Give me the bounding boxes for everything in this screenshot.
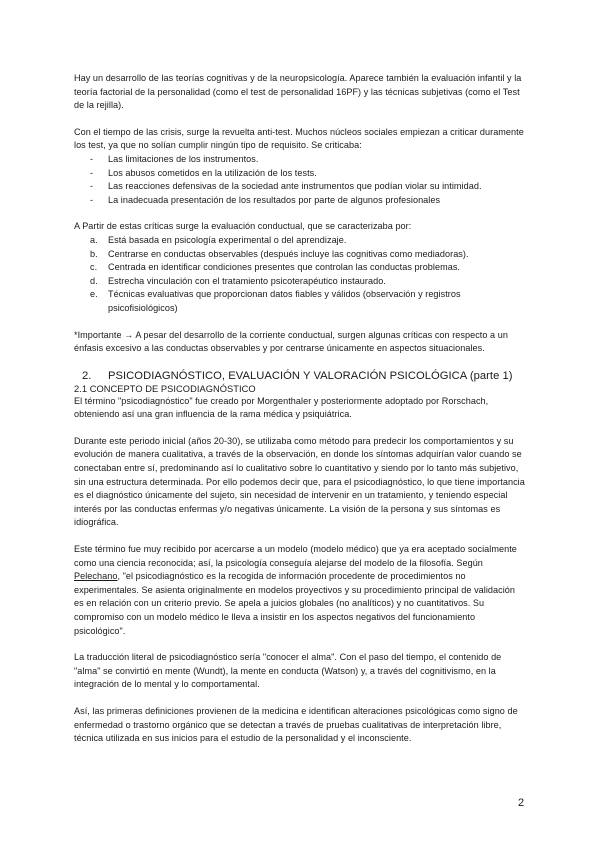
paragraph-behavioral-assessment: A Partir de estas críticas surge la evaluación conductual, que se caracterizaba por:: [74, 221, 412, 232]
list-item: - Las limitaciones de los instrumentos.: [74, 153, 526, 167]
paragraph-translation: La traducción literal de psicodiagnóstico sería "conocer el alma". Con el paso del tiempo, el contenido de "alma" se convirtió en mente (Wundt), la mente en conducta (Watson) y, a través del cognitivismo, en la integración de lo mental y lo comportamental.: [74, 652, 502, 690]
dash-marker: -: [90, 194, 94, 205]
paragraph-medical-model: Este término fue muy recibido por acercarse a un modelo (modelo médico) que ya era aceptado socialmente como una ciencia reconocida; así, la psicología conseguía alejarse del modelo de la filosofía. Según Pelechano, "el psicodiagnóstico es la recogida de información procedente de procedimientos no experimentales. Se asienta originalmente en modelos proyectivos y su procedimiento principal de validación es en relación con un criterio previo. Se apela a juicios globales (no analíticos) y no cuantitativos. Su compromiso con un modelo médico le lleva a insistir en los aspectos negativos del funcionamiento psicológico".: [74, 544, 517, 636]
list-item: d. Estrecha vinculación con el tratamiento psicoterapéutico instaurado.: [90, 275, 386, 286]
list-item: c. Centrada en identificar condiciones presentes que controlan las conductas problemas.: [90, 262, 460, 273]
list-item: - La inadecuada presentación de los resultados por parte de algunos profesionales: [74, 194, 526, 208]
paragraph-cognitive-theories: Hay un desarrollo de las teorías cognitivas y de la neuropsicología. Aparece también la evaluación infantil y la teoría factorial de la personalidad (como el test de personalidad 16PF) y las técnicas subjetivas (como el Test de la rejilla).: [74, 73, 522, 111]
section-title: PSICODIAGNÓSTICO, EVALUACIÓN Y VALORACIÓN PSICOLÓGICA (parte 1): [108, 369, 513, 382]
dash-marker: -: [90, 181, 94, 192]
list-item: a. Está basada en psicología experimental o del aprendizaje.: [90, 234, 347, 245]
dash-marker: -: [90, 153, 94, 164]
features-list: [74, 234, 526, 316]
page-number: 2: [518, 797, 525, 809]
section-heading: [74, 369, 526, 383]
subsection-heading: 2.1 CONCEPTO DE PSICODIAGNÓSTICO: [74, 383, 256, 394]
paragraph-initial-period: Durante este periodo inicial (años 20-30), se utilizaba como método para predecir los comportamientos y su evolución de manera cualitativa, a través de la observación, en donde los síntomas adquirían valor cuando se conectaban entre sí, predominando así lo cualitativo sobre lo cuantitativo y siendo por lo tanto más subjetivo, sin una estructura determinada. Por ello podemos decir que, para el psicodiagnóstico, lo que tiene importancia es el diagnóstico únicamente del sujeto, sin necesidad de intervenir en un tratamiento, y teniendo especial interés por las conductas enfermas y/o negativas únicamente. La visión de la persona y sus síntomas es idiográfica.: [74, 435, 525, 528]
paragraph-important-note: *Importante → A pesar del desarrollo de la corriente conductual, surgen algunas críticas con respecto a un énfasis excesivo a las conductas observables y por centrarse únicamente en aspectos situacionales.: [74, 329, 508, 354]
list-item: b. Centrarse en conductas observables (después incluye las cognitivas como mediadoras).: [90, 248, 469, 259]
paragraph-anti-test: Con el tiempo de las crisis, surge la revuelta anti-test. Muchos núcleos sociales empiezan a criticar duramente los test, ya que no solían cumplir ningún tipo de requisito. Se criticaba:: [74, 126, 524, 151]
list-item: e. Técnicas evaluativas que proporcionan datos fiables y válidos (observación y registros psicofisiológicos): [90, 289, 461, 313]
document-page: [74, 72, 526, 746]
criticisms-list: [74, 153, 526, 207]
paragraph-first-definitions: Así, las primeras definiciones provienen de la medicina e identifican alteraciones psicológicas como signo de enfermedad o trastorno orgánico que se detectan a través de pruebas cualitativas de interpretación libre, técnica utilizada en sus inicios para el estudio de la personalidad y el inconsciente.: [74, 705, 518, 744]
list-item: - Los abusos cometidos en la utilización de los tests.: [74, 167, 526, 181]
list-item: - Las reacciones defensivas de la sociedad ante instrumentos que podían violar su intimidad.: [74, 180, 526, 194]
author-link-pelechano[interactable]: Pelechano: [74, 571, 118, 582]
section-number: 2.: [82, 369, 92, 382]
dash-marker: -: [90, 167, 94, 178]
paragraph-term-origin: El término "psicodiagnóstico" fue creado por Morgenthaler y posteriormente adoptado por Rorschach, obteniendo así una gran influencia de la rama médica y psiquiátrica.: [74, 395, 489, 420]
